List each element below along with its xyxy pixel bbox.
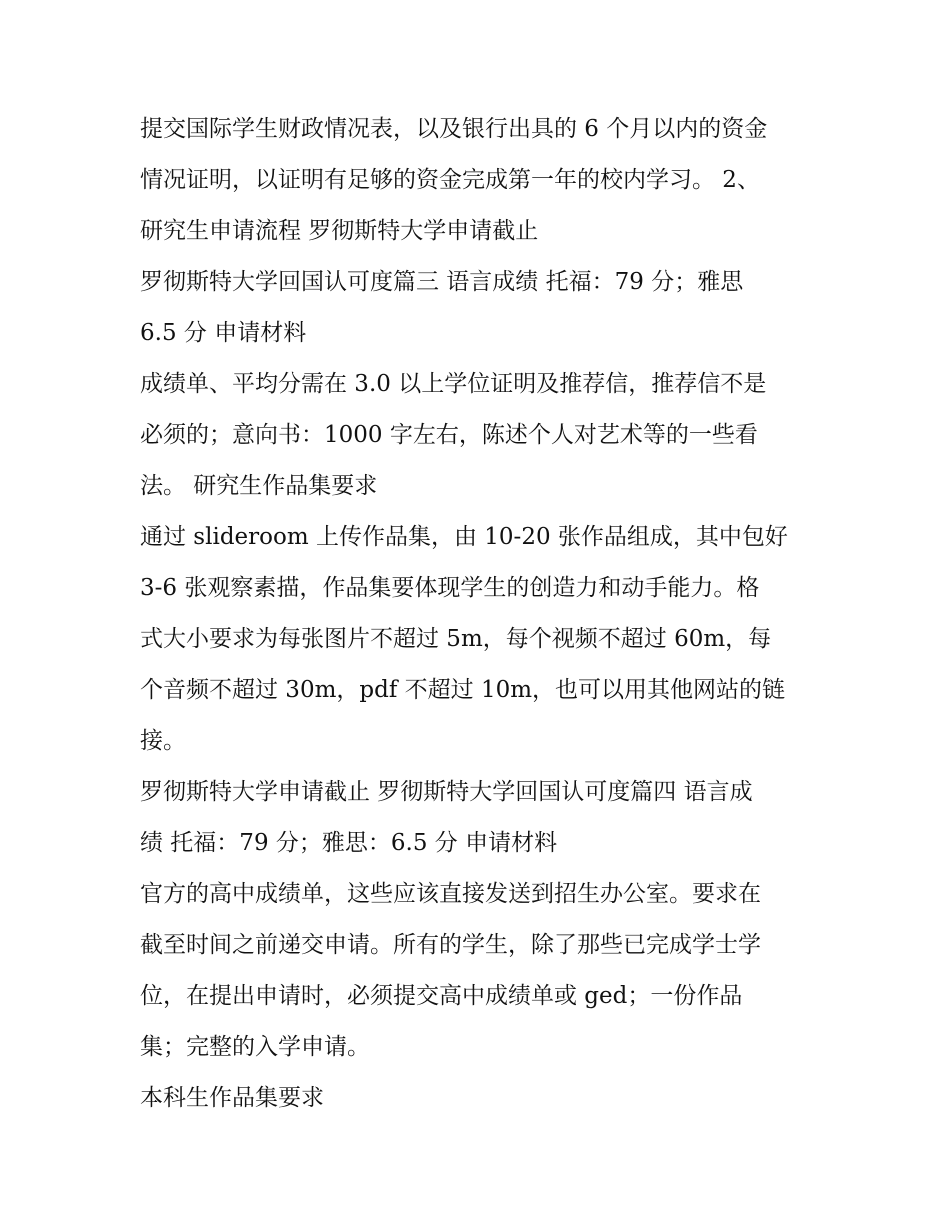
text-line: 个音频不超过 30m，pdf 不超过 10m，也可以用其他网站的链 bbox=[140, 677, 786, 703]
text-line: 集；完整的入学申请。 bbox=[140, 1034, 370, 1060]
body-text bbox=[140, 104, 820, 1124]
text-line: 罗彻斯特大学回国认可度篇三 语言成绩 托福：79 分；雅思 bbox=[140, 269, 744, 295]
text-line: 成绩单、平均分需在 3.0 以上学位证明及推荐信，推荐信不是 bbox=[140, 371, 767, 397]
text-line: 罗彻斯特大学申请截止 罗彻斯特大学回国认可度篇四 语言成 bbox=[140, 779, 753, 805]
text-line: 3-6 张观察素描，作品集要体现学生的创造力和动手能力。格 bbox=[140, 575, 760, 601]
text-line: 式大小要求为每张图片不超过 5m，每个视频不超过 60m，每 bbox=[140, 626, 772, 652]
text-line: 6.5 分 申请材料 bbox=[140, 320, 307, 346]
text-line: 绩 托福：79 分；雅思：6.5 分 申请材料 bbox=[140, 830, 558, 856]
text-line: 截至时间之前递交申请。所有的学生，除了那些已完成学士学 bbox=[140, 932, 761, 958]
text-line: 本科生作品集要求 bbox=[140, 1085, 324, 1111]
text-line: 官方的高中成绩单，这些应该直接发送到招生办公室。要求在 bbox=[140, 881, 761, 907]
text-line: 法。 研究生作品集要求 bbox=[140, 473, 378, 499]
text-line: 研究生申请流程 罗彻斯特大学申请截止 bbox=[140, 218, 539, 244]
text-line: 接。 bbox=[140, 728, 186, 754]
text-line: 位，在提出申请时，必须提交高中成绩单或 ged；一份作品 bbox=[140, 983, 743, 1009]
text-line: 必须的；意向书：1000 字左右，陈述个人对艺术等的一些看 bbox=[140, 422, 758, 448]
text-line: 通过 slideroom 上传作品集，由 10-20 张作品组成，其中包好 bbox=[140, 524, 788, 550]
text-line: 情况证明，以证明有足够的资金完成第一年的校内学习。 2、 bbox=[140, 167, 760, 193]
text-line: 提交国际学生财政情况表，以及银行出具的 6 个月以内的资金 bbox=[140, 116, 768, 142]
